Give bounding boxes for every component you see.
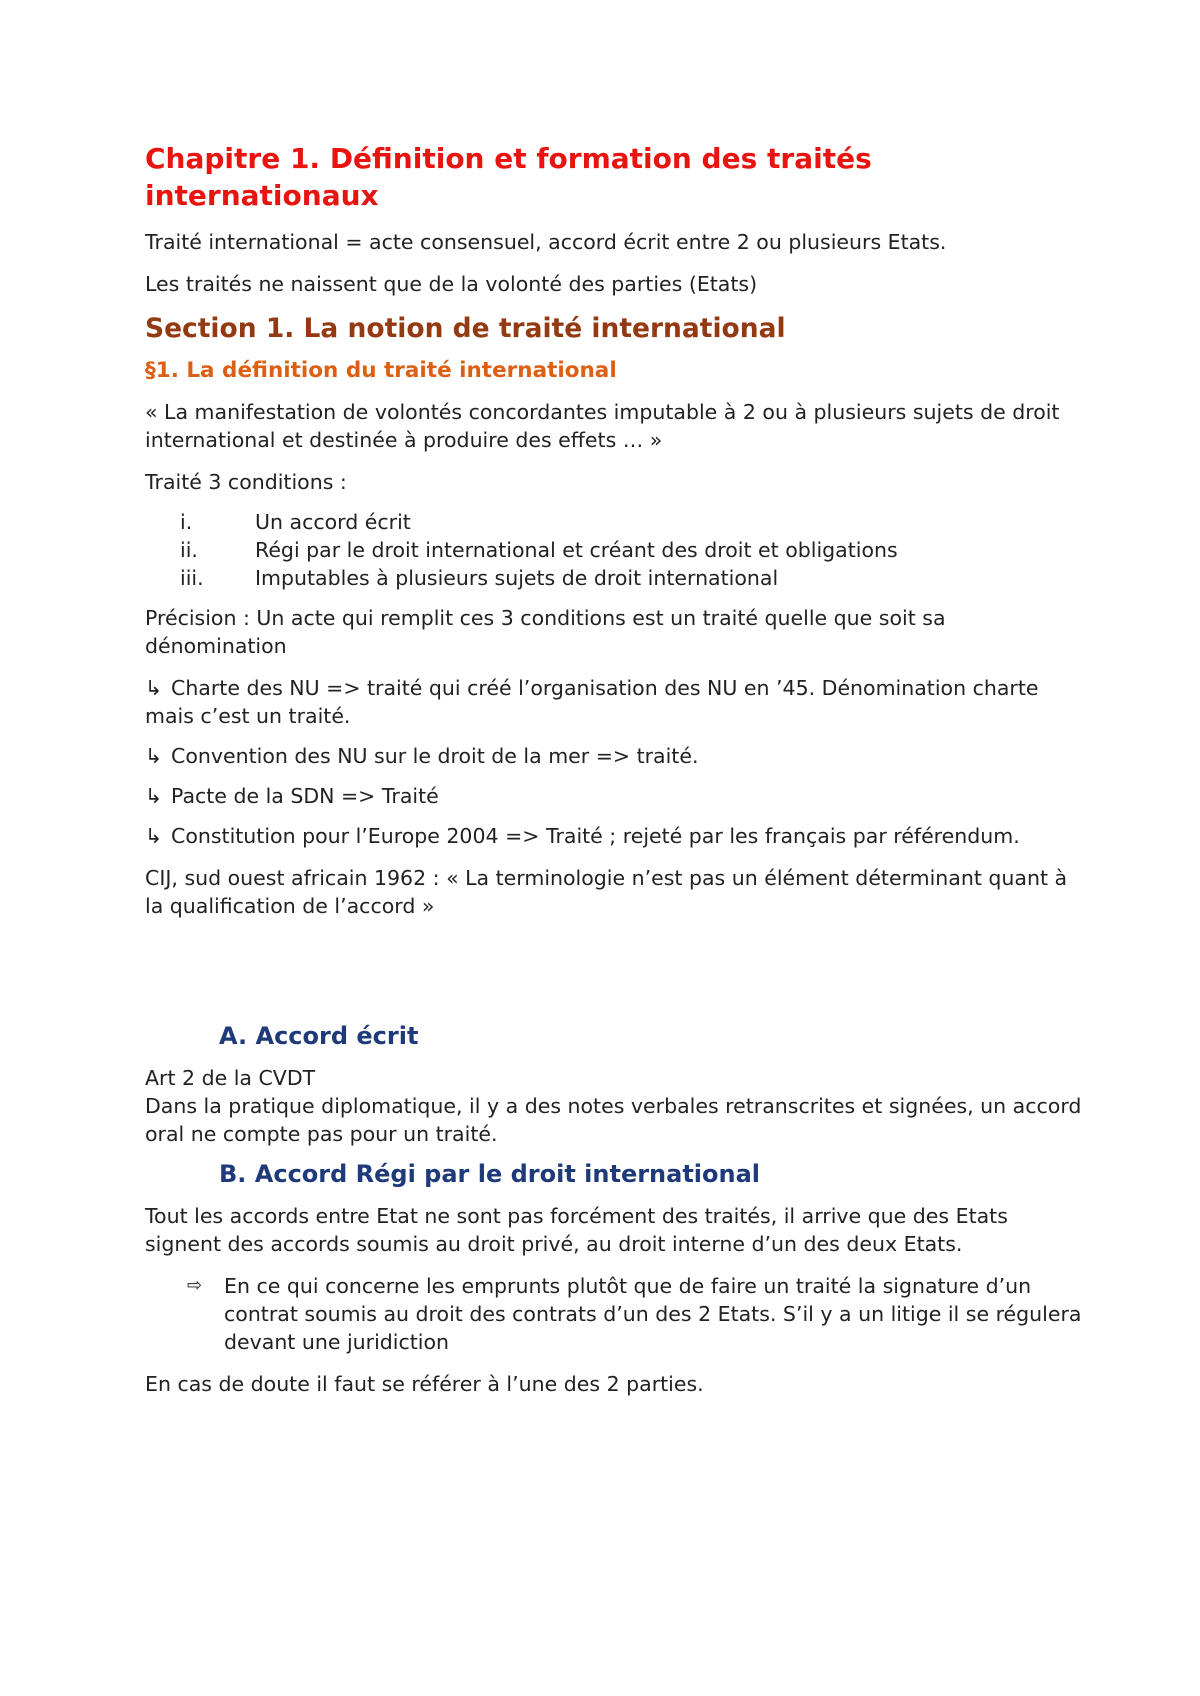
subsection-title: §1. La définition du traité international	[145, 358, 617, 383]
conditions-label: Traité 3 conditions :	[145, 470, 347, 494]
conditions-list	[145, 508, 1085, 592]
hook-arrow-icon: ↳	[145, 744, 163, 768]
final-paragraph: En cas de doute il faut se référer à l’une des 2 parties.	[145, 1372, 704, 1396]
part-b-paragraph: Tout les accords entre Etat ne sont pas forcément des traités, il arrive que des Etats signent des accords soumis au droit privé, au droit interne d’un des deux Etats.	[145, 1204, 1008, 1256]
right-arrow-icon: ⇨	[187, 1275, 203, 1296]
document-content	[145, 140, 1085, 1398]
example-text: Constitution pour l’Europe 2004 => Traité ; rejeté par les français par référendum.	[171, 824, 1020, 848]
cij-paragraph: CIJ, sud ouest africain 1962 : « La terminologie n’est pas un élément déterminant quant à la qualification de l’accord »	[145, 866, 1068, 918]
hook-arrow-icon: ↳	[145, 824, 163, 848]
example-text: Convention des NU sur le droit de la mer => traité.	[171, 744, 699, 768]
list-item	[145, 564, 1085, 592]
part-a-line-1: Art 2 de la CVDT	[145, 1066, 316, 1090]
list-text: Imputables à plusieurs sujets de droit international	[255, 566, 779, 590]
example-paragraph	[145, 742, 1085, 770]
arrow-list-item	[145, 1272, 1085, 1356]
part-b-title: B. Accord Régi par le droit international	[219, 1160, 761, 1188]
list-item	[145, 508, 1085, 536]
precision-paragraph: Précision : Un acte qui remplit ces 3 conditions est un traité quelle que soit sa dénomination	[145, 606, 946, 658]
intro-line-2: Les traités ne naissent que de la volonté des parties (Etats)	[145, 272, 758, 296]
intro-line-1: Traité international = acte consensuel, accord écrit entre 2 ou plusieurs Etats.	[145, 230, 947, 254]
example-paragraph	[145, 822, 1085, 850]
list-item	[145, 536, 1085, 564]
list-number: i.	[180, 510, 193, 534]
part-a-line-2: Dans la pratique diplomatique, il y a des notes verbales retranscrites et signées, un accord oral ne compte pas pour un traité.	[145, 1094, 1082, 1146]
section-title: Section 1. La notion de traité international	[145, 313, 786, 344]
arrow-item-text: En ce qui concerne les emprunts plutôt que de faire un traité la signature d’un contrat soumis au droit des contrats d’un des 2 Etats. S’il y a un litige il se régulera devant une juridiction	[224, 1274, 1082, 1354]
definition-quote: « La manifestation de volontés concordantes imputable à 2 ou à plusieurs sujets de droit international et destinée à produire des effets … »	[145, 400, 1060, 452]
part-a-title: A. Accord écrit	[219, 1022, 419, 1050]
example-paragraph	[145, 674, 1085, 730]
list-text: Un accord écrit	[255, 510, 411, 534]
list-number: ii.	[180, 538, 198, 562]
hook-arrow-icon: ↳	[145, 784, 163, 808]
list-number: iii.	[180, 566, 204, 590]
list-text: Régi par le droit international et créant des droit et obligations	[255, 538, 898, 562]
example-text: Pacte de la SDN => Traité	[171, 784, 439, 808]
hook-arrow-icon: ↳	[145, 676, 163, 700]
chapter-title: Chapitre 1. Définition et formation des traités internationaux	[145, 142, 872, 212]
example-text: Charte des NU => traité qui créé l’organisation des NU en ’45. Dénomination charte mais c’est un traité.	[145, 676, 1039, 728]
example-paragraph	[145, 782, 1085, 810]
